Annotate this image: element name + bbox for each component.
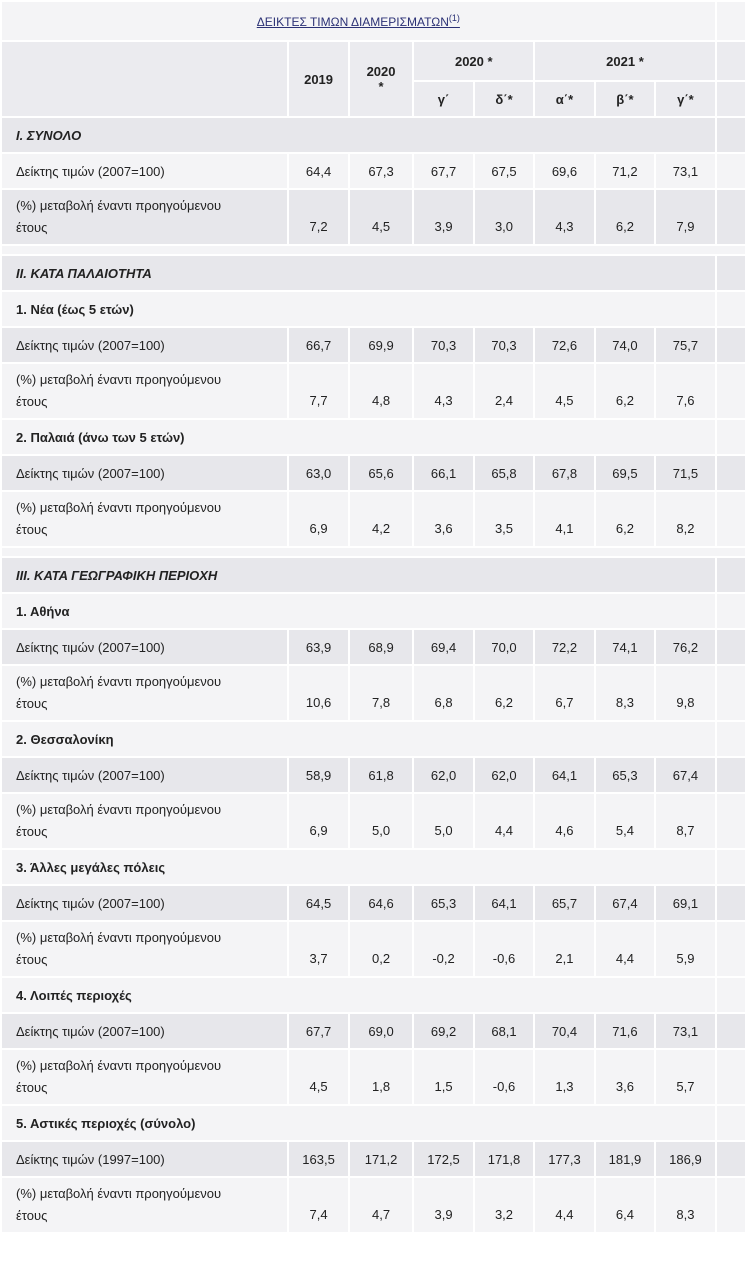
change-row [2, 492, 745, 546]
edge-cell [717, 1106, 745, 1140]
index-value: 68,9 [350, 630, 413, 664]
change-label [2, 1178, 287, 1232]
header-blank [2, 42, 287, 116]
index-value: 74,1 [596, 630, 654, 664]
index-value: 69,1 [656, 886, 715, 920]
index-value: 75,7 [656, 328, 715, 362]
index-row [2, 1014, 745, 1048]
edge-cell [717, 82, 745, 116]
change-value: 7,9 [656, 190, 715, 244]
change-label-line-1: (%) μεταβολή έναντι προηγούμενου [16, 674, 222, 689]
index-row [2, 886, 745, 920]
edge-cell [717, 978, 745, 1012]
header-2020: 2020 * [350, 42, 413, 116]
change-label [2, 190, 287, 244]
change-value: 4,3 [414, 364, 472, 418]
change-label-line-2: έτους [16, 220, 48, 235]
header-group-2020: 2020 * [414, 42, 533, 80]
index-value: 163,5 [289, 1142, 347, 1176]
change-value: 7,4 [289, 1178, 347, 1232]
edge-cell [717, 2, 745, 40]
index-label: Δείκτης τιμών (2007=100) [2, 758, 287, 792]
index-label: Δείκτης τιμών (2007=100) [2, 328, 287, 362]
index-value: 68,1 [475, 1014, 533, 1048]
index-value: 70,3 [475, 328, 533, 362]
change-value: 7,2 [289, 190, 347, 244]
index-value: 70,3 [414, 328, 472, 362]
change-label [2, 794, 287, 848]
change-value: 7,6 [656, 364, 715, 418]
edge-cell [717, 922, 745, 976]
edge-cell [717, 154, 745, 188]
change-value: 4,2 [350, 492, 413, 546]
index-value: 62,0 [414, 758, 472, 792]
index-value: 62,0 [475, 758, 533, 792]
row-heading: 2. Παλαιά (άνω των 5 ετών) [2, 420, 715, 454]
change-value: 6,9 [289, 794, 347, 848]
row-heading: 2. Θεσσαλονίκη [2, 722, 715, 756]
change-value: 6,4 [596, 1178, 654, 1232]
index-row [2, 630, 745, 664]
change-label [2, 492, 287, 546]
edge-cell [717, 758, 745, 792]
change-label-line-1: (%) μεταβολή έναντι προηγούμενου [16, 372, 222, 387]
edge-cell [717, 1142, 745, 1176]
index-value: 65,6 [350, 456, 413, 490]
change-label [2, 1050, 287, 1104]
change-label-line-2: έτους [16, 522, 48, 537]
index-value: 177,3 [535, 1142, 593, 1176]
edge-cell [717, 1014, 745, 1048]
subsection-title [2, 1106, 745, 1140]
change-row [2, 1178, 745, 1232]
change-value: 4,4 [596, 922, 654, 976]
index-value: 74,0 [596, 328, 654, 362]
edge-cell [717, 1178, 745, 1232]
change-value: 6,2 [596, 492, 654, 546]
change-value: 3,9 [414, 1178, 472, 1232]
change-value: 6,2 [596, 364, 654, 418]
change-value: 4,7 [350, 1178, 413, 1232]
change-value: -0,2 [414, 922, 472, 976]
change-value: 7,8 [350, 666, 413, 720]
change-value: 4,5 [350, 190, 413, 244]
change-label-line-1: (%) μεταβολή έναντι προηγούμενου [16, 802, 222, 817]
spacer-cell [2, 246, 745, 254]
change-row [2, 666, 745, 720]
table-title[interactable]: ΔΕΙΚΤΕΣ ΤΙΜΩΝ ΔΙΑΜΕΡΙΣΜΑΤΩΝ$^{(1)}$ [2, 2, 715, 40]
index-value: 67,5 [475, 154, 533, 188]
row-heading: 5. Αστικές περιοχές (σύνολο) [2, 1106, 715, 1140]
change-value: 5,9 [656, 922, 715, 976]
edge-cell [717, 292, 745, 326]
change-label [2, 922, 287, 976]
row-heading: Ι. ΣΥΝΟΛΟ [2, 118, 715, 152]
change-label [2, 666, 287, 720]
header-quarter: γ΄ [414, 82, 472, 116]
index-value: 63,0 [289, 456, 347, 490]
index-value: 181,9 [596, 1142, 654, 1176]
row-heading: ΙΙ. ΚΑΤΑ ΠΑΛΑΙΟΤΗΤΑ [2, 256, 715, 290]
subsection-title [2, 850, 745, 884]
index-value: 73,1 [656, 1014, 715, 1048]
change-value: 3,6 [414, 492, 472, 546]
change-value: 6,7 [535, 666, 593, 720]
change-value: 4,4 [475, 794, 533, 848]
index-row [2, 328, 745, 362]
index-value: 69,2 [414, 1014, 472, 1048]
index-value: 72,2 [535, 630, 593, 664]
index-value: 65,8 [475, 456, 533, 490]
index-value: 172,5 [414, 1142, 472, 1176]
index-value: 76,2 [656, 630, 715, 664]
index-value: 65,3 [414, 886, 472, 920]
change-value: 4,6 [535, 794, 593, 848]
edge-cell [717, 1050, 745, 1104]
row-heading: 1. Νέα (έως 5 ετών) [2, 292, 715, 326]
edge-cell [717, 558, 745, 592]
index-value: 67,8 [535, 456, 593, 490]
change-value: 9,8 [656, 666, 715, 720]
index-value: 72,6 [535, 328, 593, 362]
subsection-title [2, 978, 745, 1012]
index-value: 69,9 [350, 328, 413, 362]
index-value: 67,7 [289, 1014, 347, 1048]
edge-cell [717, 492, 745, 546]
index-value: 64,6 [350, 886, 413, 920]
subsection-title [2, 420, 745, 454]
change-label-line-2: έτους [16, 696, 48, 711]
change-value: 3,9 [414, 190, 472, 244]
change-value: 4,3 [535, 190, 593, 244]
edge-cell [717, 794, 745, 848]
edge-cell [717, 850, 745, 884]
index-value: 64,4 [289, 154, 347, 188]
index-value: 171,8 [475, 1142, 533, 1176]
index-value: 73,1 [656, 154, 715, 188]
change-value: 0,2 [350, 922, 413, 976]
index-value: 66,1 [414, 456, 472, 490]
index-value: 69,5 [596, 456, 654, 490]
edge-cell [717, 118, 745, 152]
index-value: 70,0 [475, 630, 533, 664]
change-label-line-2: έτους [16, 394, 48, 409]
change-row [2, 794, 745, 848]
change-label-line-2: έτους [16, 1080, 48, 1095]
edge-cell [717, 42, 745, 80]
change-label [2, 364, 287, 418]
section-title [2, 558, 745, 592]
index-row [2, 456, 745, 490]
change-value: 8,3 [596, 666, 654, 720]
change-value: 3,7 [289, 922, 347, 976]
change-value: 1,5 [414, 1050, 472, 1104]
edge-cell [717, 190, 745, 244]
row-heading: ΙΙΙ. ΚΑΤΑ ΓΕΩΓΡΑΦΙΚΗ ΠΕΡΙΟΧΗ [2, 558, 715, 592]
index-value: 66,7 [289, 328, 347, 362]
edge-cell [717, 328, 745, 362]
change-value: 4,4 [535, 1178, 593, 1232]
edge-cell [717, 256, 745, 290]
change-value: 3,2 [475, 1178, 533, 1232]
index-row [2, 1142, 745, 1176]
change-value: 7,7 [289, 364, 347, 418]
index-value: 71,5 [656, 456, 715, 490]
index-label: Δείκτης τιμών (2007=100) [2, 1014, 287, 1048]
change-value: 3,6 [596, 1050, 654, 1104]
change-label-line-1: (%) μεταβολή έναντι προηγούμενου [16, 1186, 222, 1201]
change-label-line-1: (%) μεταβολή έναντι προηγούμενου [16, 500, 222, 515]
edge-cell [717, 630, 745, 664]
subsection-title [2, 594, 745, 628]
index-label: Δείκτης τιμών (2007=100) [2, 456, 287, 490]
change-value: 8,2 [656, 492, 715, 546]
index-label: Δείκτης τιμών (2007=100) [2, 886, 287, 920]
edge-cell [717, 456, 745, 490]
section-title [2, 118, 745, 152]
row-heading: 4. Λοιπές περιοχές [2, 978, 715, 1012]
change-value: 5,7 [656, 1050, 715, 1104]
change-value: 4,5 [535, 364, 593, 418]
title-footnote-link[interactable]: (1) [448, 13, 460, 23]
change-value: 8,7 [656, 794, 715, 848]
change-row [2, 364, 745, 418]
spacer-row [2, 548, 745, 556]
header-2019: 2019 [289, 42, 347, 116]
subsection-title [2, 722, 745, 756]
title-row [2, 2, 745, 40]
change-label-line-1: (%) μεταβολή έναντι προηγούμενου [16, 198, 222, 213]
edge-cell [717, 722, 745, 756]
index-row [2, 154, 745, 188]
edge-cell [717, 666, 745, 720]
index-value: 67,4 [656, 758, 715, 792]
subsection-title [2, 292, 745, 326]
change-value: 1,8 [350, 1050, 413, 1104]
index-value: 186,9 [656, 1142, 715, 1176]
change-label-line-2: έτους [16, 952, 48, 967]
index-value: 69,6 [535, 154, 593, 188]
change-value: 5,0 [350, 794, 413, 848]
index-label: Δείκτης τιμών (1997=100) [2, 1142, 287, 1176]
change-value: -0,6 [475, 1050, 533, 1104]
change-value: 6,2 [475, 666, 533, 720]
change-label-line-1: (%) μεταβολή έναντι προηγούμενου [16, 930, 222, 945]
change-value: 5,4 [596, 794, 654, 848]
change-value: 3,0 [475, 190, 533, 244]
index-value: 71,2 [596, 154, 654, 188]
change-value: 4,5 [289, 1050, 347, 1104]
header-quarter: γ΄* [656, 82, 715, 116]
index-label: Δείκτης τιμών (2007=100) [2, 630, 287, 664]
index-value: 67,4 [596, 886, 654, 920]
index-value: 67,7 [414, 154, 472, 188]
change-value: 5,0 [414, 794, 472, 848]
edge-cell [717, 420, 745, 454]
index-value: 69,0 [350, 1014, 413, 1048]
index-value: 63,9 [289, 630, 347, 664]
index-value: 58,9 [289, 758, 347, 792]
index-value: 64,5 [289, 886, 347, 920]
header-quarter: δ΄* [475, 82, 533, 116]
index-value: 71,6 [596, 1014, 654, 1048]
change-value: 6,8 [414, 666, 472, 720]
header-row-1 [2, 42, 745, 80]
index-row [2, 758, 745, 792]
change-row [2, 1050, 745, 1104]
index-value: 64,1 [475, 886, 533, 920]
spacer-row [2, 246, 745, 254]
row-heading: 3. Άλλες μεγάλες πόλεις [2, 850, 715, 884]
edge-cell [717, 364, 745, 418]
index-label: Δείκτης τιμών (2007=100) [2, 154, 287, 188]
change-value: 4,1 [535, 492, 593, 546]
header-quarter: α΄* [535, 82, 593, 116]
header-quarter: β΄* [596, 82, 654, 116]
change-value: 4,8 [350, 364, 413, 418]
change-row [2, 922, 745, 976]
change-value: -0,6 [475, 922, 533, 976]
index-value: 61,8 [350, 758, 413, 792]
change-value: 6,9 [289, 492, 347, 546]
section-title [2, 256, 745, 290]
change-value: 3,5 [475, 492, 533, 546]
edge-cell [717, 886, 745, 920]
change-value: 2,1 [535, 922, 593, 976]
index-value: 65,7 [535, 886, 593, 920]
change-label-line-1: (%) μεταβολή έναντι προηγούμενου [16, 1058, 222, 1073]
change-label-line-2: έτους [16, 824, 48, 839]
row-heading: 1. Αθήνα [2, 594, 715, 628]
change-row [2, 190, 745, 244]
change-value: 6,2 [596, 190, 654, 244]
index-value: 64,1 [535, 758, 593, 792]
change-value: 8,3 [656, 1178, 715, 1232]
change-value: 2,4 [475, 364, 533, 418]
spacer-cell [2, 548, 745, 556]
index-value: 171,2 [350, 1142, 413, 1176]
edge-cell [717, 594, 745, 628]
index-value: 69,4 [414, 630, 472, 664]
change-label-line-2: έτους [16, 1208, 48, 1223]
index-value: 65,3 [596, 758, 654, 792]
index-value: 67,3 [350, 154, 413, 188]
change-value: 10,6 [289, 666, 347, 720]
change-value: 1,3 [535, 1050, 593, 1104]
header-group-2021: 2021 * [535, 42, 714, 80]
index-value: 70,4 [535, 1014, 593, 1048]
